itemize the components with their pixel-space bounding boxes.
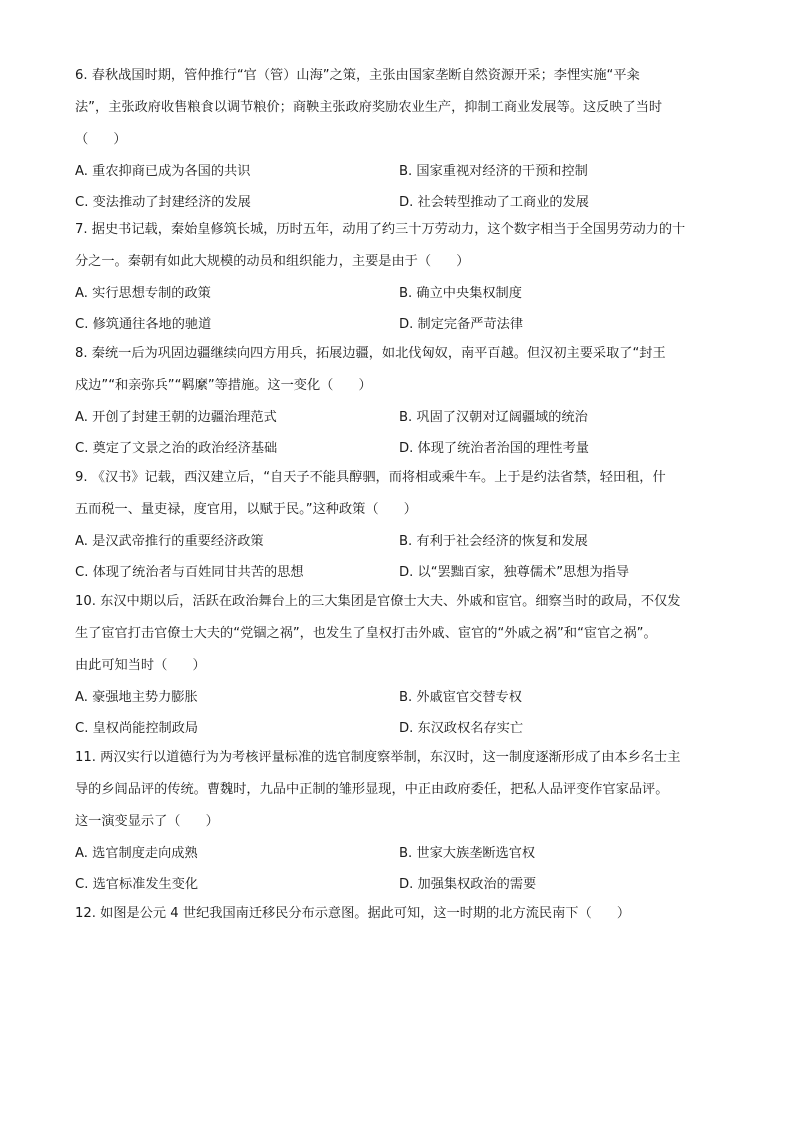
- option-d[interactable]: D. 东汉政权名存实亡: [399, 721, 524, 736]
- option-c[interactable]: C. 体现了统治者与百姓同甘共苦的思想: [75, 565, 304, 580]
- stem-line: 法”，主张政府收售粮食以调节粮价；商鞅主张政府奖励农业生产，抑制工商业发展等。这反映了当时: [75, 100, 663, 115]
- stem-line: 这一演变显示了（ ）: [75, 814, 219, 829]
- option-b[interactable]: B. 有利于社会经济的恢复和发展: [399, 534, 588, 549]
- stem-line: 7. 据史书记载，秦始皇修筑长城，历时五年，动用了约三十万劳动力，这个数字相当于全国男劳动力的十: [75, 222, 686, 237]
- option-a[interactable]: A. 实行思想专制的政策: [75, 286, 211, 301]
- stem-line: 12. 如图是公元 4 世纪我国南迁移民分布示意图。据此可知，这一时期的北方流民南下（ ）: [75, 906, 631, 921]
- option-c[interactable]: C. 奠定了文景之治的政治经济基础: [75, 441, 278, 456]
- stem-line: 戍边”“和亲弥兵”“羁縻”等措施。这一变化（ ）: [75, 378, 372, 393]
- question-10: [75, 586, 725, 744]
- question-stem: [75, 586, 725, 682]
- option-d[interactable]: D. 社会转型推动了工商业的发展: [399, 195, 589, 210]
- stem-line: 11. 两汉实行以道德行为为考核评量标准的选官制度察举制，东汉时，这一制度逐渐形成了由本乡名士主: [75, 750, 681, 765]
- option-b[interactable]: B. 国家重视对经济的干预和控制: [399, 164, 588, 179]
- options: [75, 402, 725, 464]
- question-stem: [75, 214, 725, 278]
- option-d[interactable]: D. 制定完备严苛法律: [399, 317, 524, 332]
- option-b[interactable]: B. 确立中央集权制度: [399, 286, 522, 301]
- question-12: [75, 898, 725, 930]
- option-a[interactable]: A. 选官制度走向成熟: [75, 846, 198, 861]
- option-a[interactable]: A. 是汉武帝推行的重要经济政策: [75, 534, 264, 549]
- question-stem: [75, 462, 725, 526]
- option-b[interactable]: B. 巩固了汉朝对辽阔疆域的统治: [399, 410, 588, 425]
- stem-line: 生了宦官打击官僚士大夫的“党锢之祸”，也发生了皇权打击外戚、宦官的“外戚之祸”和“宦官之祸”。: [75, 626, 657, 641]
- question-7: [75, 214, 725, 340]
- option-d[interactable]: D. 体现了统治者治国的理性考量: [399, 441, 589, 456]
- question-8: [75, 338, 725, 464]
- stem-line: 由此可知当时（ ）: [75, 658, 206, 673]
- question-11: [75, 742, 725, 900]
- option-a[interactable]: A. 重农抑商已成为各国的共识: [75, 164, 251, 179]
- stem-line: 9. 《汉书》记载，西汉建立后，“自天子不能具醇驷，而将相或乘牛车。上于是约法省禁，轻田租，什: [75, 470, 666, 485]
- options: [75, 156, 725, 218]
- option-a[interactable]: A. 豪强地主势力膨胀: [75, 690, 198, 705]
- stem-line: 五而税一、量吏禄，度官用，以赋于民。”这种政策（ ）: [75, 502, 417, 517]
- question-stem: [75, 742, 725, 838]
- stem-line: 8. 秦统一后为巩固边疆继续向四方用兵，拓展边疆，如北伐匈奴，南平百越。但汉初主要采取了“封王: [75, 346, 666, 361]
- option-c[interactable]: C. 修筑通往各地的驰道: [75, 317, 212, 332]
- question-stem: [75, 60, 725, 156]
- stem-line: 10. 东汉中期以后，活跃在政治舞台上的三大集团是官僚士大夫、外戚和宦官。细察当时的政局，不仅发: [75, 594, 681, 609]
- question-6: [75, 60, 725, 218]
- stem-line: （ ）: [75, 132, 127, 147]
- option-c[interactable]: C. 皇权尚能控制政局: [75, 721, 199, 736]
- option-b[interactable]: B. 外戚宦官交替专权: [399, 690, 522, 705]
- question-stem: [75, 338, 725, 402]
- stem-line: 导的乡闾品评的传统。曹魏时，九品中正制的雏形显现，中正由政府委任，把私人品评变作官家品评。: [75, 782, 669, 797]
- question-stem: [75, 898, 725, 930]
- stem-line: 6. 春秋战国时期，管仲推行“官（管）山海”之策，主张由国家垄断自然资源开采；李悝实施“平籴: [75, 68, 640, 83]
- option-c[interactable]: C. 变法推动了封建经济的发展: [75, 195, 251, 210]
- option-a[interactable]: A. 开创了封建王朝的边疆治理范式: [75, 410, 277, 425]
- option-c[interactable]: C. 选官标准发生变化: [75, 877, 199, 892]
- options: [75, 526, 725, 588]
- stem-line: 分之一。秦朝有如此大规模的动员和组织能力，主要是由于（ ）: [75, 254, 470, 269]
- option-d[interactable]: D. 加强集权政治的需要: [399, 877, 537, 892]
- question-9: [75, 462, 725, 588]
- options: [75, 278, 725, 340]
- option-d[interactable]: D. 以“罢黜百家，独尊儒术”思想为指导: [399, 565, 630, 580]
- option-b[interactable]: B. 世家大族垄断选官权: [399, 846, 536, 861]
- options: [75, 838, 725, 900]
- options: [75, 682, 725, 744]
